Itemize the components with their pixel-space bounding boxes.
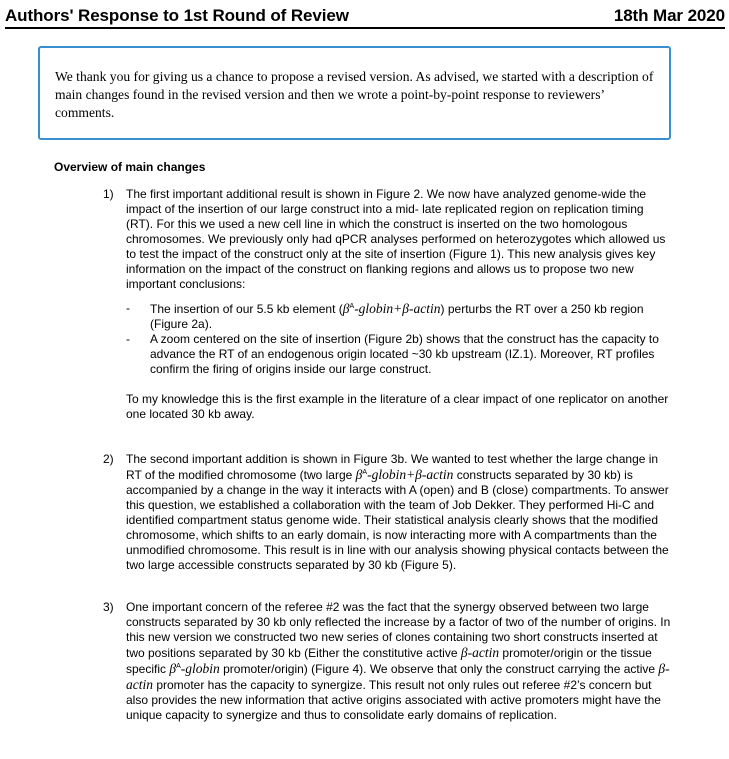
gene-name: -globin	[180, 661, 220, 676]
text-pre: The second important addition is shown in Figure 3b. We wanted to test whether the large change in RT of the modified chromosome (two large	[126, 452, 659, 482]
conclusions-list	[126, 301, 671, 377]
closing-text: To my knowledge this is the first example in the literature of a clear impact of one replicator on another one located 30 kb away.	[126, 392, 669, 421]
gene-name: -globin+β-actin	[354, 301, 441, 316]
list-number: 2)	[103, 452, 114, 466]
superscript: A	[349, 303, 355, 310]
list-item-text: The first important additional result is shown in Figure 2. We now have analyzed genome-wide the impact of the insertion of our large construct into a mid- late replicated region on replication timing (RT). For this we used a new cell line in which the construct is inserted on the two homologous chromosomes. We previously only had qPCR analyses performed on heterozygotes which allowed us to test the impact of the construct only at the site of insertion (Figure 1). This new analysis gives key information on the impact of the construct on flanking regions and allows us to propose two new important conclusions:	[126, 187, 666, 291]
bullet-text-pre: The insertion of our 5.5 kb element (	[150, 302, 343, 316]
text-post: promoter has the capacity to synergize. This result not only rules out referee #2’s concern but also provides the new information that active origins associated with active promoters might have the unique capacity to synergize and thus to consolidate early domains of replication.	[126, 678, 661, 722]
beta-symbol: β	[169, 661, 177, 676]
bullet-item	[126, 332, 671, 377]
gene-name: β-actin	[126, 661, 670, 692]
list-item-text	[126, 452, 671, 573]
beta-symbol: β	[342, 301, 350, 316]
text-post: constructs separated by 30 kb) is accompanied by a change in the way it interacts with A (open) and B (close) compartments. To answer this question, we established a collaboration with the team of Job Dekker. They performed Hi-C and identified compartment status genome wide. Their statistical analysis clearly shows that the modified chromosome, which shifts to an early domain, is now interacting more with A compartments than the unmodified chromosome. This result is in line with our analysis showing physical contacts between the two large accessible constructs separated by 30 kb (Figure 5).	[126, 468, 669, 572]
text-mid: promoter/origin or the tissue specific	[126, 646, 652, 676]
beta-symbol: β	[355, 467, 363, 482]
list-item-text	[126, 600, 671, 723]
document-date: 18th Mar 2020	[613, 6, 725, 25]
intro-box	[38, 46, 671, 140]
bullet-text: A zoom centered on the site of insertion (Figure 2b) shows that the construct has the capacity to advance the RT of an endogenous origin located ~30 kb upstream (IZ.1). Moreover, RT profiles confirm the firing of origins inside our large construct.	[150, 332, 659, 376]
list-number: 3)	[103, 600, 114, 614]
gene-name: β-actin	[460, 645, 500, 660]
document-header	[5, 6, 725, 29]
text-pre: One important concern of the referee #2 was the fact that the synergy observed between two large constructs separated by 30 kb only reflected the increase by a factor of two of the number of origins. In this new version we constructed two new series of clones containing two short constructs inserted at two positions separated by 30 kb (Either the constitutive active	[126, 600, 671, 660]
superscript: A	[362, 469, 368, 476]
bullet-dash: -	[126, 301, 130, 315]
intro-text: We thank you for giving us a chance to propose a revised version. As advised, we started with a description of main changes found in the revised version and then we wrote a point-by-point response to reviewers’ comments.	[55, 69, 654, 120]
text-mid: promoter/origin) (Figure 4). We observe that only the construct carrying the active	[219, 662, 659, 676]
bullet-text	[150, 302, 644, 331]
bullet-dash: -	[126, 332, 130, 346]
bullet-item	[126, 301, 671, 332]
section-heading: Overview of main changes	[54, 160, 206, 174]
bullet-text-post: ) perturbs the RT over a 250 kb region (Figure 2a).	[150, 302, 644, 331]
list-number: 1)	[103, 187, 114, 201]
superscript: A	[176, 663, 181, 670]
gene-name: -globin+β-actin	[367, 467, 454, 482]
document-title: Authors' Response to 1st Round of Review	[5, 6, 349, 25]
